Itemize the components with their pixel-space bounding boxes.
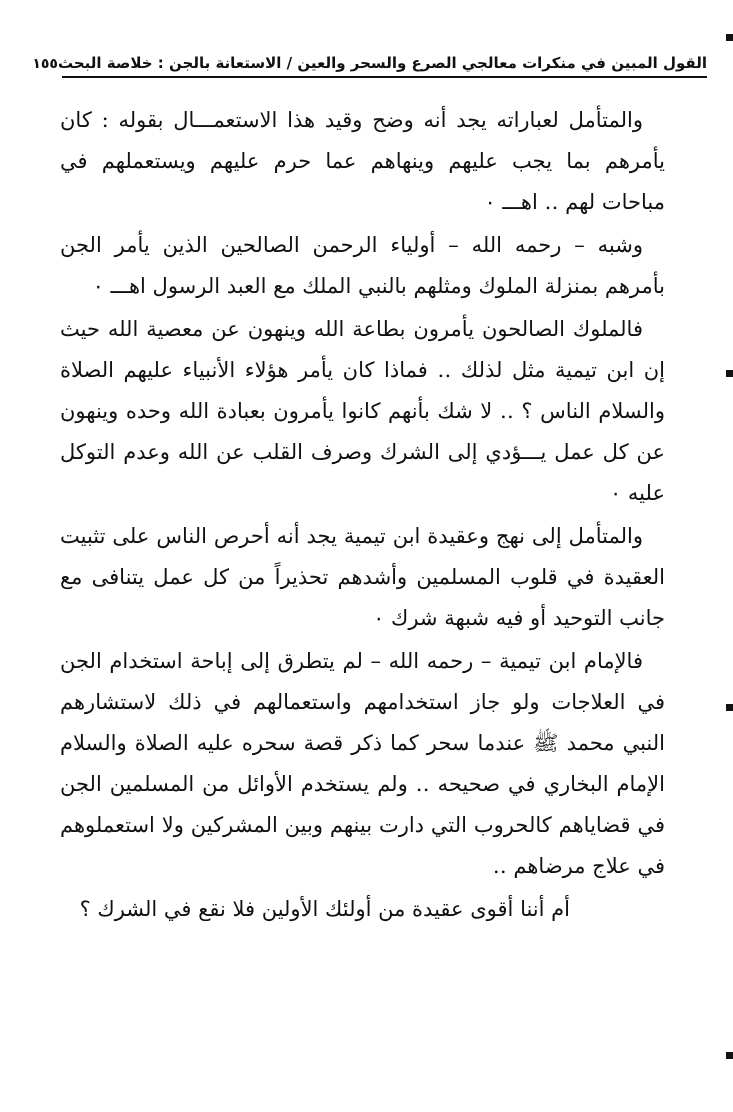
paragraph: أم أننا أقوى عقيدة من أولئك الأولين فلا نقع في الشرك ؟ xyxy=(79,897,570,921)
paragraph: فالإمام ابن تيمية – رحمه الله – لم يتطرق إلى إباحة استخدام الجن في العلاجات ولو جاز استخدامهم واستعمالهم في ذلك لاستشارهم النبي محمد ﷺ عندما سحر كما ذكر قصة سحره عليه الصلاة والسلام الإمام البخاري في صحيحه ‥ ولم يستخدم الأوائل من المسلمين الجن في قضاياهم كالحروب التي دارت بينهم وبين المشركين ولا استعملوهم في علاج مرضاهم ‥ xyxy=(60,649,665,878)
scan-edge-mark xyxy=(726,704,733,711)
paragraph: فالملوك الصالحون يأمرون بطاعة الله وينهون عن معصية الله حيث إن ابن تيمية مثل لذلك ‥ فماذا كان يأمر هؤلاء الأنبياء عليهم الصلاة والسلام الناس ؟ ‥ لا شك بأنهم كانوا يأمرون بعبادة الله وحده وينهون عن كل عمل يـــؤدي إلى الشرك وصرف القلب عن الله وعدم التوكل عليه ٠ xyxy=(60,317,665,505)
running-header xyxy=(32,38,707,78)
scan-edge-mark xyxy=(726,1052,733,1059)
paragraph: والمتأمل لعباراته يجد أنه وضح وقيد هذا الاستعمـــال بقوله : كان يأمرهم بما يجب عليهم وينهاهم عما حرم عليهم ويستعملهم في مباحات لهم ‥ اهـــ ٠ xyxy=(60,108,665,214)
paragraph: والمتأمل إلى نهج وعقيدة ابن تيمية يجد أنه أحرص الناس على تثبيت العقيدة في قلوب المسلمين وأشدهم تحذيراً من كل عمل يتنافى مع جانب التوحيد أو فيه شبهة شرك ٠ xyxy=(60,524,665,630)
body-text xyxy=(60,100,665,932)
page-number: ١٥٥ xyxy=(32,56,58,72)
paragraph: وشبه – رحمه الله – أولياء الرحمن الصالحين الذين يأمر الجن بأمرهم بمنزلة الملوك ومثلهم بالنبي الملك مع العبد الرسول اهـــ ٠ xyxy=(60,233,665,298)
header-title: القول المبين في منكرات معالجي الصرع والسحر والعين / الاستعانة بالجن : خلاصة البحث xyxy=(57,54,707,72)
scan-edge-mark xyxy=(726,34,733,41)
scan-edge-mark xyxy=(726,370,733,377)
